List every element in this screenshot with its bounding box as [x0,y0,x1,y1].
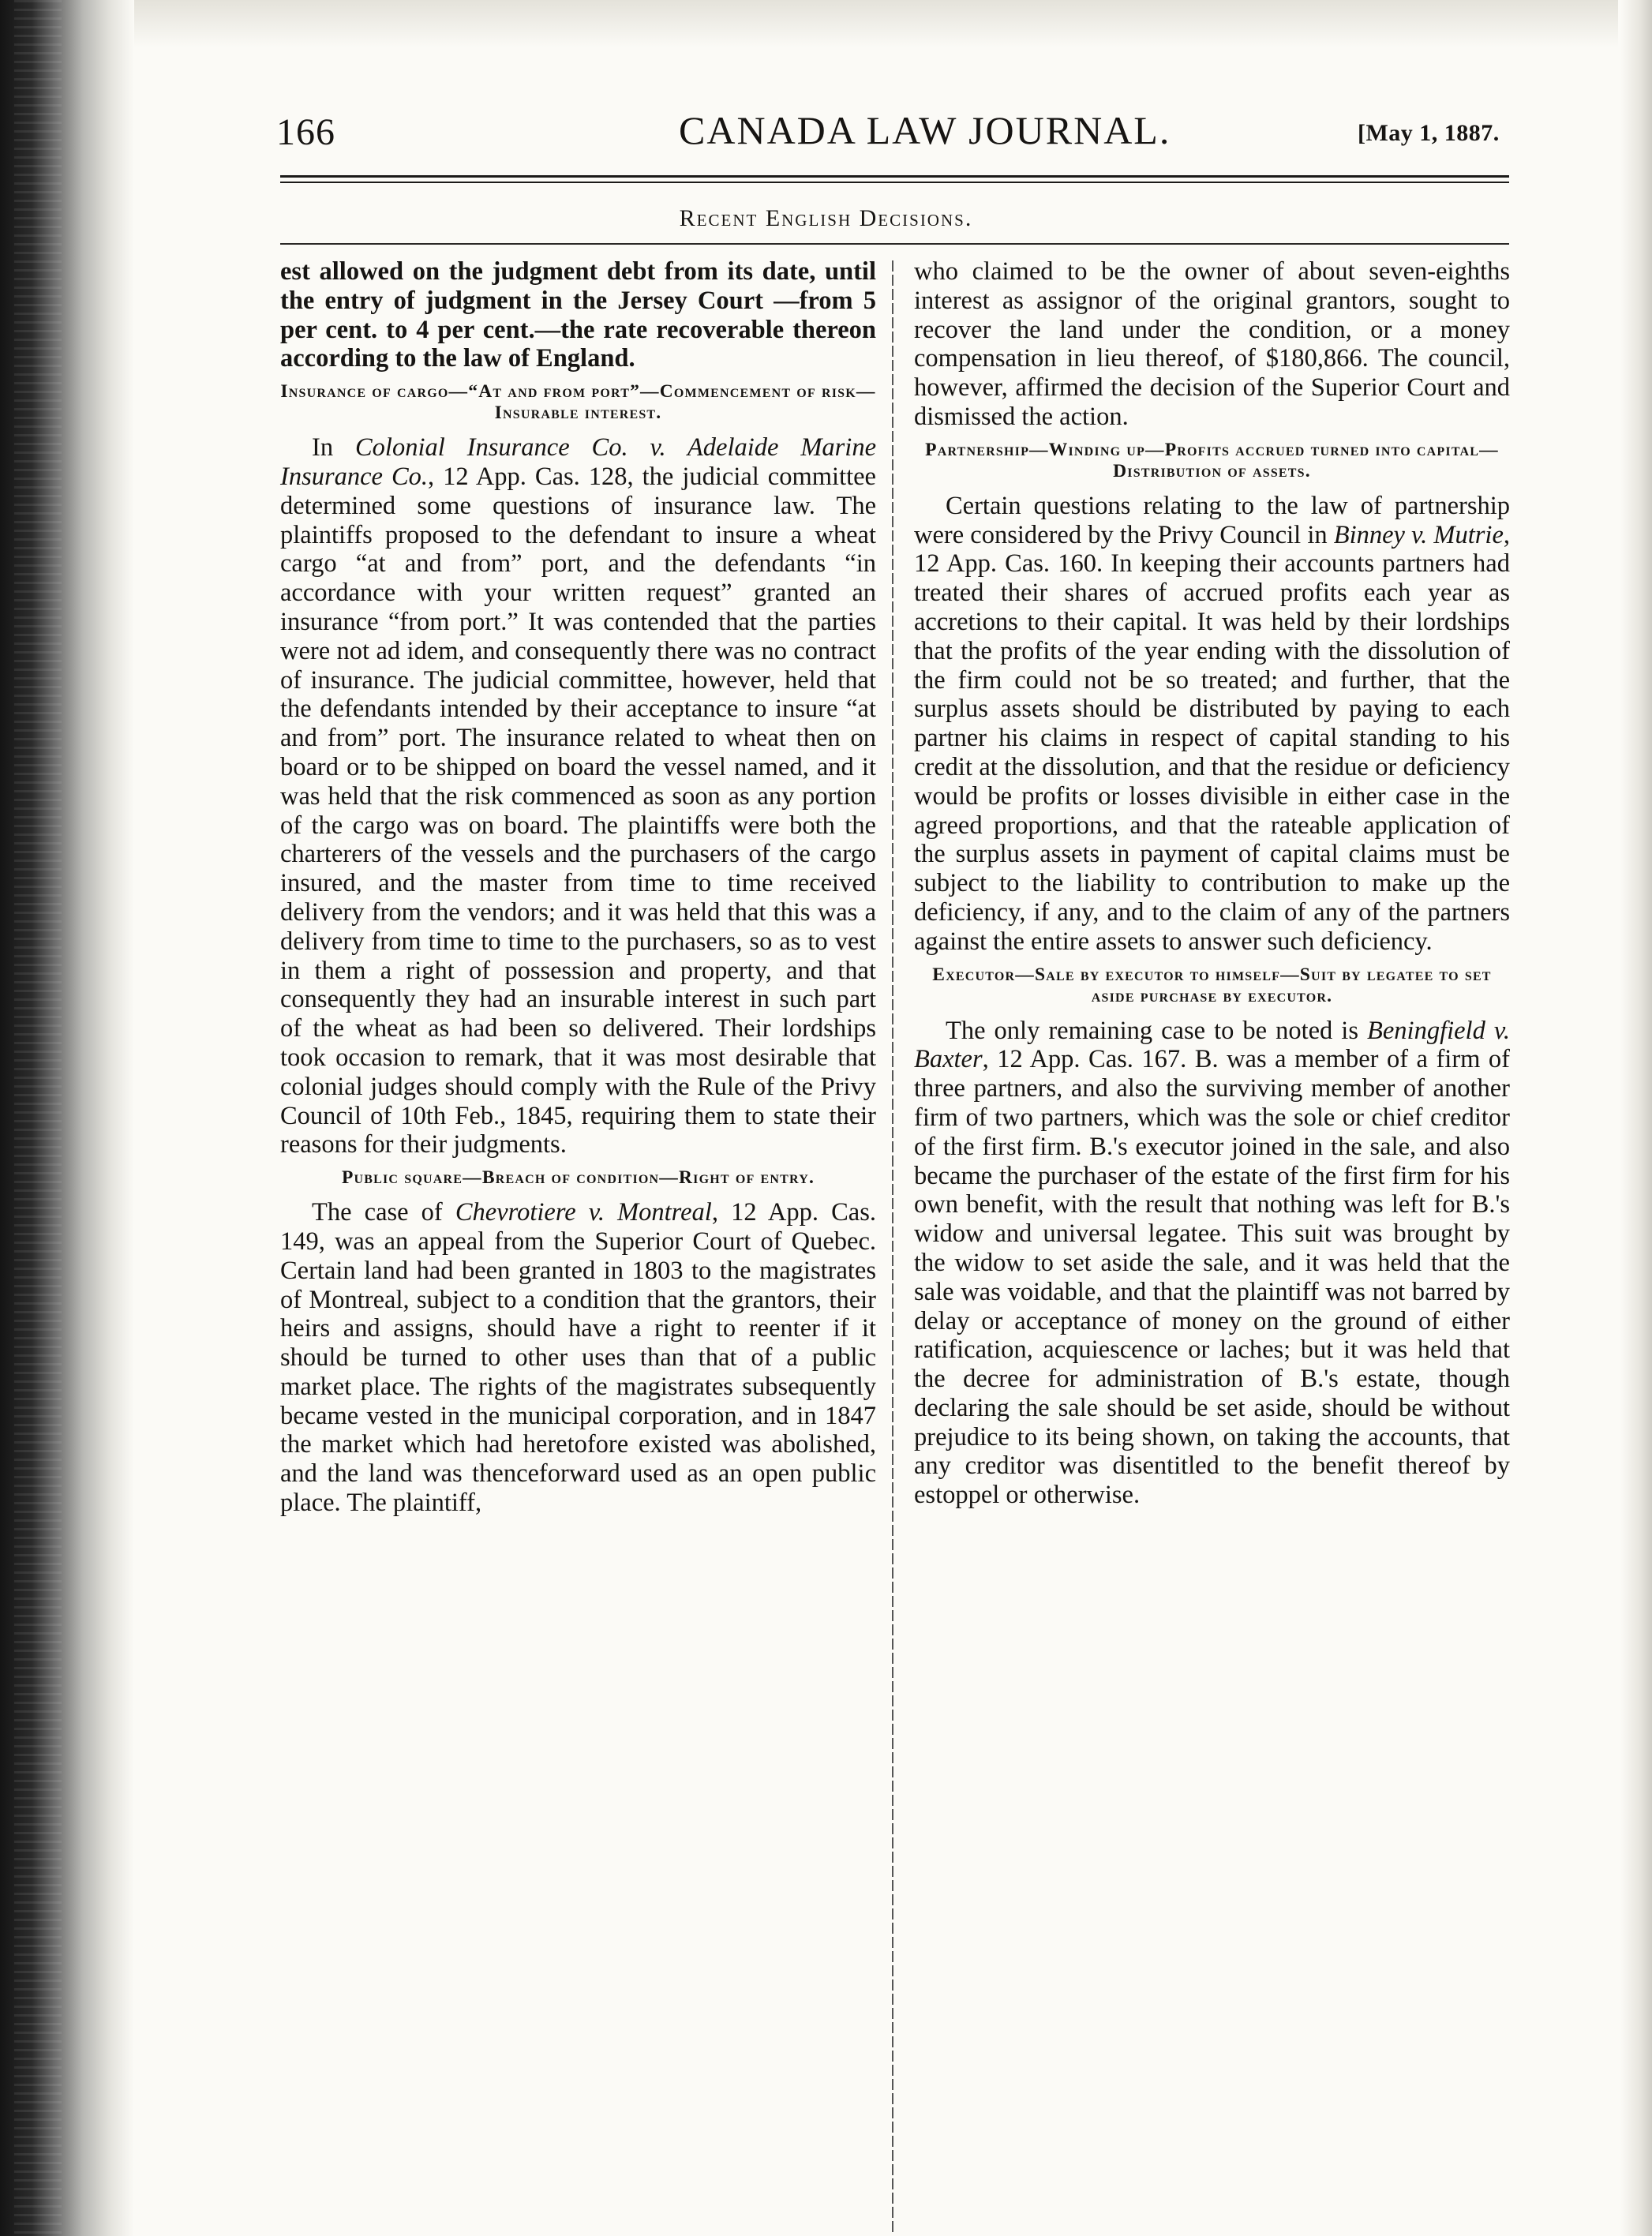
subheading-insurance: Insurance of cargo—“At and from port”—Commencement of risk—Insurable interest. [280,381,876,424]
journal-title: CANADA LAW JOURNAL. [679,108,1171,152]
paragraph-continued: est allowed on the judgment debt from its date, until the entry of judgment in the Jersey Court —from 5 per cent. to 4 per cent.—the rate recoverable thereon according to the law of England. [280,257,876,373]
page-number: 166 [276,111,335,153]
case-name: Chevrotiere v. Montreal [455,1198,712,1227]
case-name: Binney v. Mutrie [1333,520,1504,549]
column-divider [892,260,893,2234]
case-name: Colonial Insurance Co. v. Adelaide Marine Insurance Co. [280,433,877,491]
left-column [280,257,876,1523]
paragraph-chevrotiere: The case of Chevrotiere v. Montreal, 12 App. Cas. 149, was an appeal from the Superior Court of Quebec. Certain land had been granted in 1803 to the magistrates of Montreal, subject to a condition that the grantors, their heirs and assigns, should have a right to reenter if it should be turned to other uses than that of a public market place. The rights of the magistrates subsequently became vested in the municipal corporation, and in 1847 the market which had heretofore existed was abolished, and the land was thenceforward used as an open public place. The plaintiff, [280,1198,876,1518]
section-rule [280,243,1509,245]
subheading-public-square: Public square—Breach of condition—Right of entry. [341,1167,815,1189]
paragraph-beningfield: The only remaining case to be noted is Beningfield v. Baxter, 12 App. Cas. 167. B. was a member of a firm of three partners, and also the surviving member of another firm of two partners, which was the sole or chief creditor of the first firm. B.'s executor joined in the sale, and also became the purchaser of the estate of the first firm for his own benefit, with the result that nothing was left for B.'s widow and universal legatee. This suit was brought by the widow to set aside the sale, and it was held that the sale was voidable, and that the plaintiff was not barred by delay or acceptance of money on the ground of either ratification, acquiescence or laches; but it was held that the decree for administration of B.'s estate, though declaring the sale should be set aside, should be without prejudice to its being shown, on taking the accounts, that any creditor was disentitled to the benefit thereof by estoppel or otherwise. [914,1016,1510,1510]
paragraph-colonial-insurance: In Colonial Insurance Co. v. Adelaide Marine Insurance Co., 12 App. Cas. 128, the judicial committee determined some questions of insurance law. The plaintiffs proposed to the defendant to insure a wheat cargo “at and from” port, and the defendants “in accordance with your written request” granted an insurance “from port.” It was contended that the parties were not ad idem, and consequently there was no contract of insurance. The judicial committee, however, held that the defendants intended by their acceptance to insure “at and from” port. The insurance related to wheat then on board or to be shipped on board the vessel named, and it was held that the risk commenced as soon as any portion of the cargo was on board. The plaintiffs were both the charterers of the vessels and the purchasers of the cargo insured, and the master from time to time received delivery from the vendors; and it was held that this was a delivery from time to time to the purchasers, so as to vest in them a right of possession and property, and that consequently they had an insurable interest in such part of the wheat as had been so delivered. Their lordships took occasion to remark, that it was most desirable that colonial judges should comply with the Rule of the Privy Council of 10th Feb., 1845, requiring them to state their reasons for their judgments. [280,433,877,1159]
page-binding-shadow [0,0,134,2236]
paragraph-continued: who claimed to be the owner of about seven-eighths interest as assignor of the original grantors, sought to recover the land under the condition, or a money compensation in lieu thereof, of $180,866. The council, however, affirmed the decision of the Superior Court and dismissed the action. [914,257,1510,431]
paragraph-binney: Certain questions relating to the law of partnership were considered by the Privy Council in Binney v. Mutrie, 12 App. Cas. 160. In keeping their accounts partners had treated their shares of accrued profits each year as accretions to their capital. It was held by their lordships that the profits of the year ending with the dissolution of the firm could not be so treated; and further, that the surplus assets should be distributed by paying to each partner his claims in respect of capital standing to his credit at the dissolution, and that the residue or deficiency would be profits or losses divisible in either case in the agreed proportions, and that the rateable application of the surplus assets in payment of capital claims must be subject to the liability to contribution to make up the deficiency, if any, and to the claim of any of the partners against the entire assets to answer such deficiency. [914,491,1510,956]
section-heading: Recent English Decisions. [679,205,973,231]
case-name: Beningfield v. Baxter [914,1016,1510,1074]
header-rule [280,175,1509,178]
issue-date: [May 1, 1887. [1358,120,1500,146]
right-column [914,257,1510,1515]
scan-top-shadow [134,0,1618,47]
subheading-partnership: Partnership—Winding up—Profits accrued turned into capital—Distribution of assets. [925,439,1499,481]
subheading-executor: Executor—Sale by executor to himself—Suit by legatee to set aside purchase by executor. [932,964,1492,1006]
header-rule-double [280,182,1509,183]
page-right-edge [1620,0,1652,2236]
